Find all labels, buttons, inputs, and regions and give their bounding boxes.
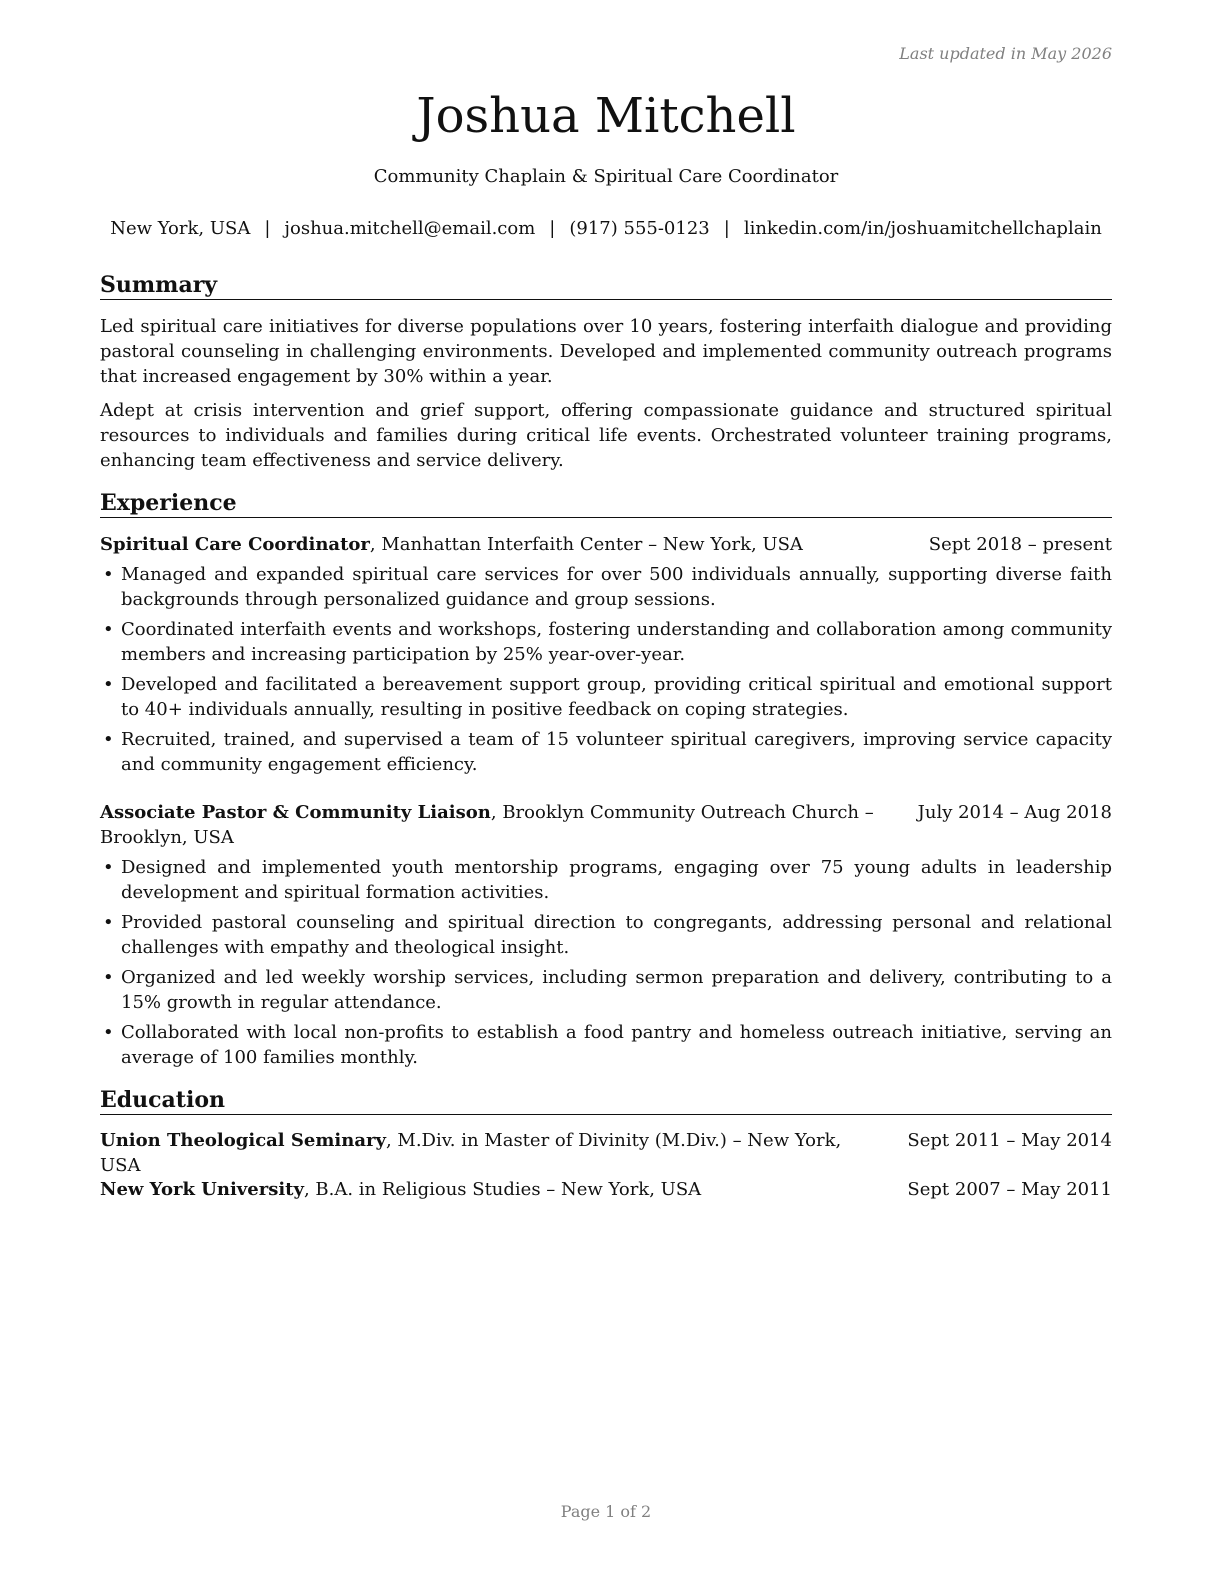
list-item (100, 965, 1112, 1015)
summary-paragraph: Led spiritual care initiatives for diverse populations over 10 years, fostering interfaith dialogue and providing pastoral counseling in challenging environments. Developed and implemented community outreach programs that increased engagement by 30% within a year. (100, 316, 1112, 387)
education-dates: Sept 2007 – May 2011 (907, 1179, 1112, 1200)
experience-bullet-list (100, 855, 1112, 1075)
candidate-name: Joshua Mitchell (416, 88, 796, 144)
experience-org: , Manhattan Interfaith Center – New York, USA (369, 534, 803, 555)
bullet-dot: • (103, 967, 114, 988)
candidate-headline: Community Chaplain & Spiritual Care Coordinator (373, 166, 839, 187)
experience-entry-title (100, 532, 880, 557)
bullet-dot: • (103, 674, 114, 695)
education-entry-title (100, 1128, 880, 1178)
bullet-text: Organized and led weekly worship services, including sermon preparation and delivery, contributing to a 15% growth in regular attendance. (121, 967, 1112, 1013)
contact-line (100, 218, 1112, 239)
list-item (100, 617, 1112, 667)
list-item (100, 910, 1112, 960)
last-updated-note: Last updated in May 2026 (899, 44, 1112, 63)
resume-page (100, 0, 1112, 1584)
education-heading: Education (100, 1086, 1112, 1115)
bullet-dot: • (103, 857, 114, 878)
experience-bullet-list (100, 562, 1112, 782)
education-detail: , B.A. in Religious Studies – New York, USA (303, 1179, 702, 1200)
bullet-dot: • (103, 729, 114, 750)
bullet-text: Recruited, trained, and supervised a team of 15 volunteer spiritual caregivers, improving service capacity and community engagement efficiency. (121, 729, 1112, 775)
summary-paragraph: Adept at crisis intervention and grief support, offering compassionate guidance and structured spiritual resources to individuals and families during critical life events. Orchestrated volunteer training programs, enhancing team effectiveness and service delivery. (100, 400, 1112, 471)
contact-separator: | (264, 218, 271, 239)
bullet-dot: • (103, 564, 114, 585)
bullet-dot: • (103, 619, 114, 640)
education-detail: , M.Div. in Master of Divinity (M.Div.) – New York, USA (100, 1130, 842, 1176)
bullet-text: Developed and facilitated a bereavement support group, providing critical spiritual and emotional support to 40+ individuals annually, resulting in positive feedback on coping strategies. (121, 674, 1112, 720)
education-school: New York University (100, 1179, 304, 1200)
experience-entry-title (100, 800, 880, 850)
bullet-text: Managed and expanded spiritual care services for over 500 individuals annually, supporting diverse faith backgrounds through personalized guidance and group sessions. (121, 564, 1112, 610)
list-item (100, 562, 1112, 612)
list-item (100, 727, 1112, 777)
education-dates: Sept 2011 – May 2014 (907, 1130, 1112, 1151)
education-school: Union Theological Seminary (100, 1130, 386, 1151)
education-entry-title (100, 1177, 880, 1202)
bullet-text: Provided pastoral counseling and spiritual direction to congregants, addressing personal and relational challenges with empathy and theological insight. (121, 912, 1112, 958)
contact-separator: | (549, 218, 556, 239)
contact-location: New York, USA (110, 218, 251, 239)
experience-entry-header (100, 800, 1112, 850)
experience-org: , Brooklyn Community Outreach Church – Brooklyn, USA (100, 802, 874, 848)
bullet-dot: • (103, 1022, 114, 1043)
experience-role: Spiritual Care Coordinator (100, 534, 370, 555)
contact-phone: (917) 555-0123 (569, 218, 710, 239)
experience-entry-header (100, 532, 1112, 557)
list-item (100, 1020, 1112, 1070)
experience-role: Associate Pastor & Community Liaison (100, 802, 491, 823)
experience-heading: Experience (100, 489, 1112, 518)
experience-dates: Sept 2018 – present (928, 534, 1112, 555)
summary-heading: Summary (100, 271, 1112, 300)
contact-linkedin[interactable]: linkedin.com/in/joshuamitchellchaplain (743, 218, 1102, 239)
contact-separator: | (723, 218, 730, 239)
education-entry (100, 1128, 1112, 1178)
contact-email[interactable]: joshua.mitchell@email.com (284, 218, 536, 239)
bullet-text: Collaborated with local non-profits to establish a food pantry and homeless outreach initiative, serving an average of 100 families monthly. (121, 1022, 1112, 1068)
bullet-text: Coordinated interfaith events and workshops, fostering understanding and collaboration among community members and increasing participation by 25% year-over-year. (121, 619, 1112, 665)
experience-dates: July 2014 – Aug 2018 (917, 802, 1112, 823)
list-item (100, 855, 1112, 905)
bullet-text: Designed and implemented youth mentorship programs, engaging over 75 young adults in leadership development and spiritual formation activities. (121, 857, 1112, 903)
bullet-dot: • (103, 912, 114, 933)
page-number: Page 1 of 2 (560, 1502, 652, 1521)
education-entry (100, 1177, 1112, 1202)
list-item (100, 672, 1112, 722)
